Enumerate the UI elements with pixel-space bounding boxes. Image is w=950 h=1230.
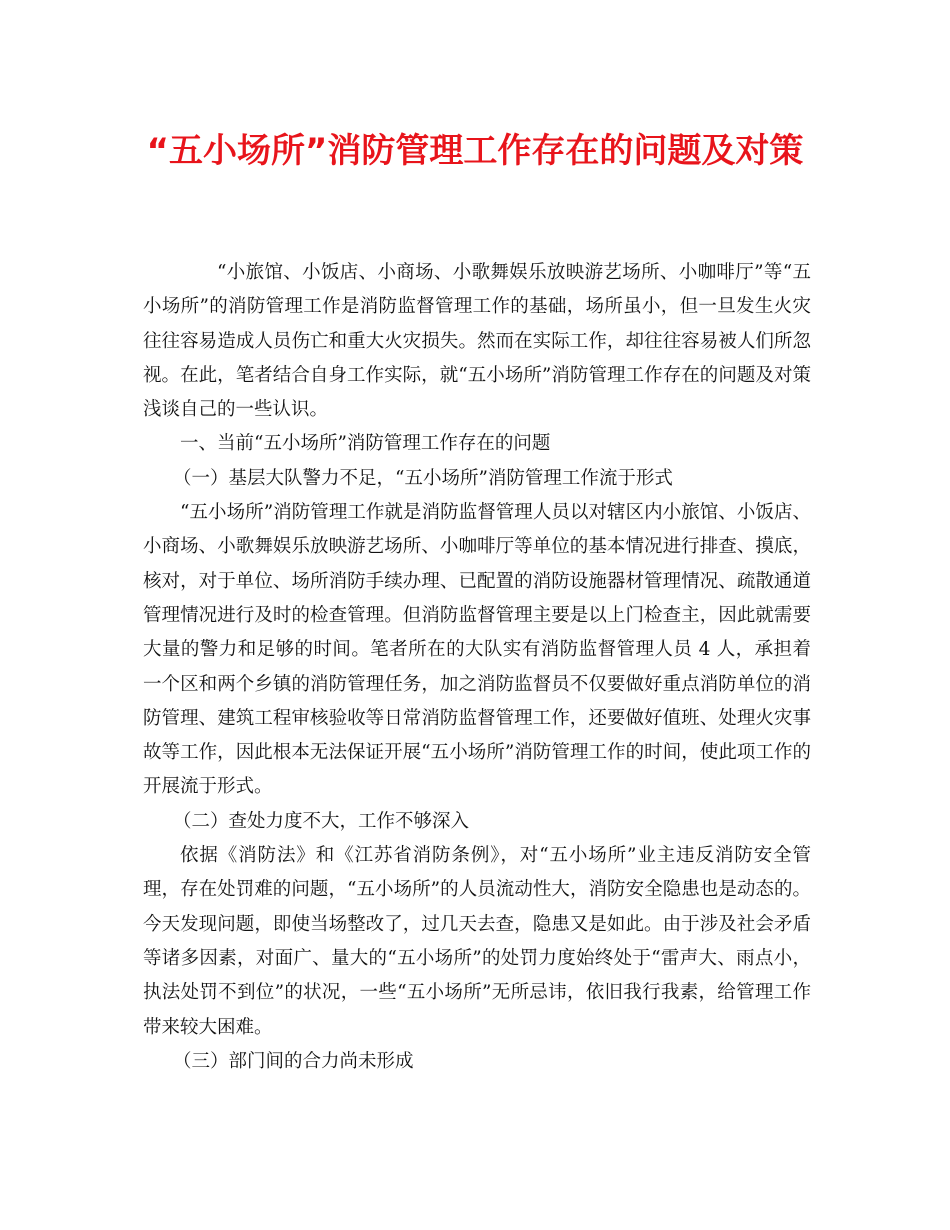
section-heading: 一、当前“五小场所”消防管理工作存在的问题 <box>180 433 551 455</box>
intro-paragraph: “小旅馆、小饭店、小商场、小歌舞娱乐放映游艺场所、小咖啡厅”等“五小场所”的消防管理工作是消防监督管理工作的基础，场所虽小，但一旦发生火灾往往容易造成人员伤亡和重大火灾损失。然而在实际工作，却往往容易被人们所忽视。在此，笔者结合自身工作实际，就“五小场所”消防管理工作存在的问题及对策浅谈自己的一些认识。 <box>143 262 811 421</box>
document-title: “五小场所”消防管理工作存在的问题及对策 <box>146 131 804 171</box>
body-paragraph-2: 依据《消防法》和《江苏省消防条例》，对“五小场所”业主违反消防安全管理，存在处罚难的问题，“五小场所”的人员流动性大，消防安全隐患也是动态的。今天发现问题，即使当场整改了，过几天去查，隐患又是如此。由于涉及社会矛盾等诸多因素，对面广、量大的“五小场所”的处罚力度始终处于“雷声大、雨点小，执法处罚不到位”的状况，一些“五小场所”无所忌讳，依旧我行我素，给管理工作带来较大困难。 <box>143 845 811 1038</box>
subsection-heading-2: （二）查处力度不大，工作不够深入 <box>173 810 470 832</box>
subsection-heading-3: （三）部门间的合力尚未形成 <box>173 1050 414 1072</box>
subsection-heading-1: （一）基层大队警力不足，“五小场所”消防管理工作流于形式 <box>173 467 673 489</box>
body-paragraph-1: “五小场所”消防管理工作就是消防监督管理人员以对辖区内小旅馆、小饭店、小商场、小歌舞娱乐放映游艺场所、小咖啡厅等单位的基本情况进行排查、摸底，核对，对于单位、场所消防手续办理、已配置的消防设施器材管理情况、疏散通道管理情况进行及时的检查管理。但消防监督管理主要是以上门检查主，因此就需要大量的警力和足够的时间。笔者所在的大队实有消防监督管理人员 4 人，承担着一个区和两个乡镇的消防管理任务，加之消防监督员不仅要做好重点消防单位的消防管理、建筑工程审核验收等日常消防监督管理工作，还要做好值班、处理火灾事故等工作，因此根本无法保证开展“五小场所”消防管理工作的时间，使此项工作的开展流于形式。 <box>143 502 811 798</box>
document-body <box>143 256 811 1079</box>
